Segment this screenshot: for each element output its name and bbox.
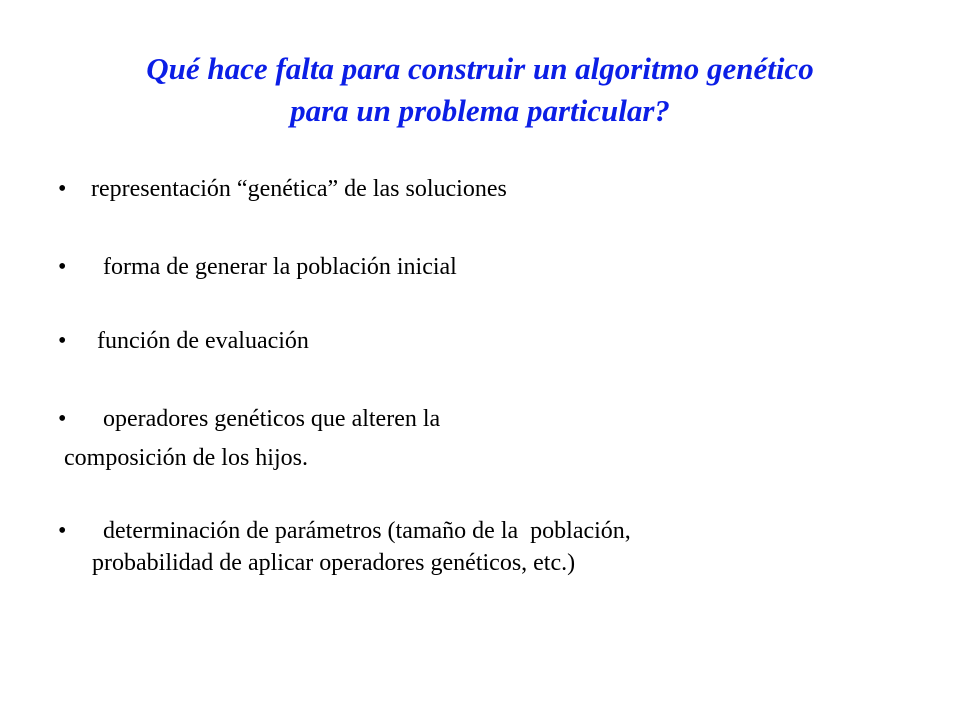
bullet-icon: • — [58, 406, 67, 432]
bullet-text: operadores genéticos que alteren la — [91, 406, 441, 432]
bullet-text: forma de generar la población inicial — [91, 254, 457, 280]
bullet-text: función de evaluación — [91, 328, 309, 354]
bullet-text: determinación de parámetros (tamaño de la población, — [91, 518, 631, 544]
slide-title — [40, 48, 920, 132]
bullet-icon: • — [58, 254, 67, 280]
bullet-icon: • — [58, 518, 67, 544]
bullet-continuation-genetic-operators: composición de los hijos. — [64, 445, 308, 471]
bullet-text: representación “genética” de las soluciones — [91, 176, 507, 202]
bullet-icon: • — [58, 176, 67, 202]
slide-title-line-1: Qué hace falta para construir un algoritmo genético — [146, 51, 814, 86]
bullet-continuation-parameters: probabilidad de aplicar operadores genéticos, etc.) — [92, 550, 576, 576]
slide-title-line-2: para un problema particular? — [290, 93, 670, 128]
bullet-icon: • — [58, 328, 67, 354]
